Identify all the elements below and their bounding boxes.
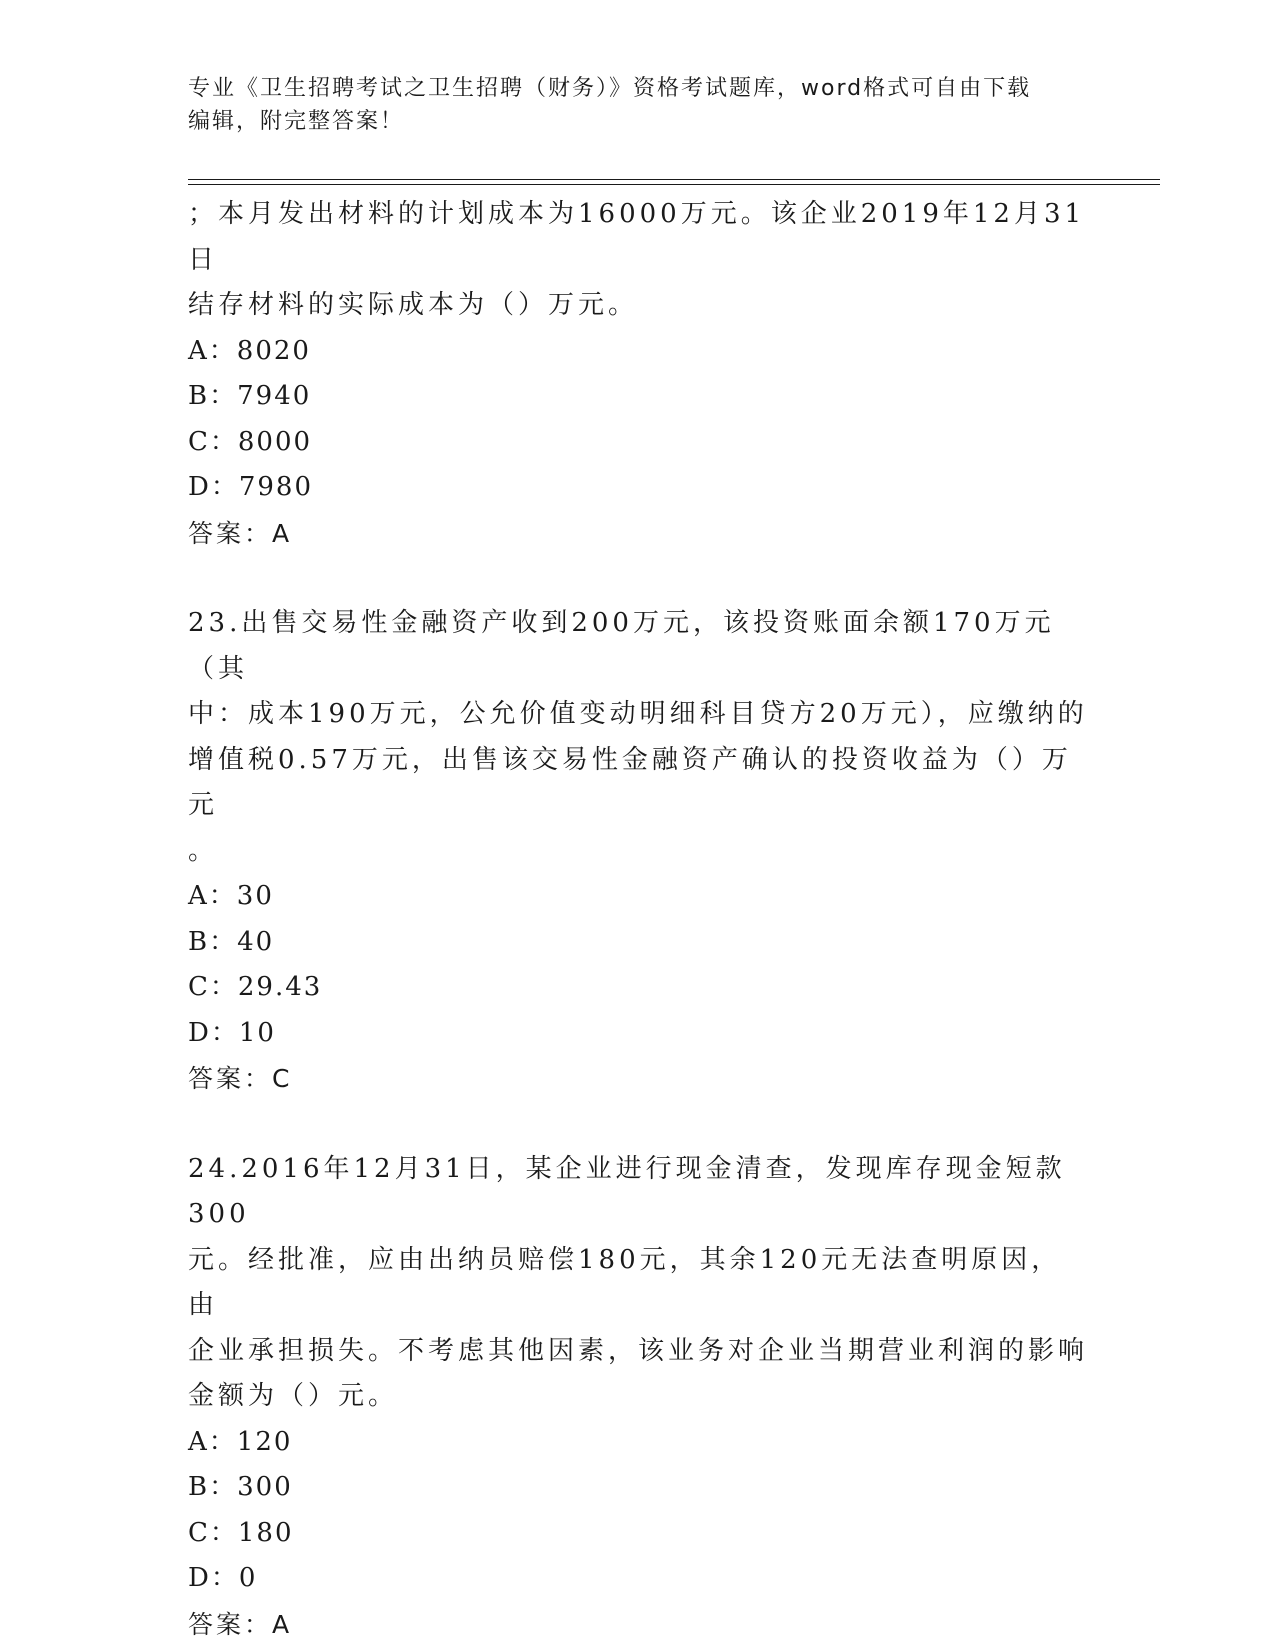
- answer: 答案：A: [188, 518, 293, 548]
- header-divider-bottom: [188, 184, 1160, 185]
- option-d: D：10: [188, 1017, 276, 1048]
- option-b: B：7940: [188, 381, 312, 411]
- option-c: C：29.43: [188, 972, 323, 1002]
- question-24: [188, 1147, 1088, 1648]
- question-line: 。: [188, 835, 219, 866]
- option-a: A：8020: [188, 335, 311, 366]
- header-divider-top: [188, 179, 1160, 180]
- question-text: [188, 1147, 1088, 1420]
- question-text: [188, 192, 1088, 329]
- option-d: D：7980: [188, 472, 314, 502]
- answer: 答案：C: [188, 1064, 293, 1093]
- question-line: 企业承担损失。不考虑其他因素，该业务对企业当期营业利润的影响: [188, 1335, 1089, 1366]
- question-line: 增值税0.57万元，出售该交易性金融资产确认的投资收益为（）万元: [188, 744, 1072, 820]
- question-line: 元。经批准，应由出纳员赔偿180元，其余120元无法查明原因，由: [188, 1244, 1062, 1320]
- option-b: B：300: [188, 1472, 293, 1502]
- option-d: D：0: [188, 1563, 258, 1593]
- answer: 答案：A: [188, 1609, 293, 1639]
- header-line-2: 编辑，附完整答案！: [188, 109, 405, 134]
- question-text: [188, 601, 1088, 874]
- question-line: 中：成本190万元，公允价值变动明细科目贷方20万元），应缴纳的: [188, 699, 1088, 729]
- document-body: [188, 192, 1088, 1647]
- question-22: [188, 192, 1088, 556]
- question-line: 结存材料的实际成本为（）万元。: [188, 290, 639, 320]
- option-b: B：40: [188, 926, 275, 957]
- document-header: [188, 72, 1088, 138]
- question-line: 23.出售交易性金融资产收到200万元，该投资账面余额170万元（其: [188, 608, 1055, 684]
- option-a: A：30: [188, 881, 274, 911]
- question-line: 金额为（）元。: [188, 1381, 399, 1411]
- question-23: [188, 601, 1088, 1102]
- question-line: 24.2016年12月31日，某企业进行现金清查，发现库存现金短款300: [188, 1153, 1066, 1229]
- question-line: ；本月发出材料的计划成本为16000万元。该企业2019年12月31日: [188, 199, 1086, 275]
- header-line-1: 专业《卫生招聘考试之卫生招聘（财务）》资格考试题库，word格式可自由下载: [188, 76, 1032, 101]
- option-c: C：180: [188, 1517, 294, 1548]
- option-a: A：120: [188, 1426, 293, 1457]
- option-c: C：8000: [188, 426, 313, 457]
